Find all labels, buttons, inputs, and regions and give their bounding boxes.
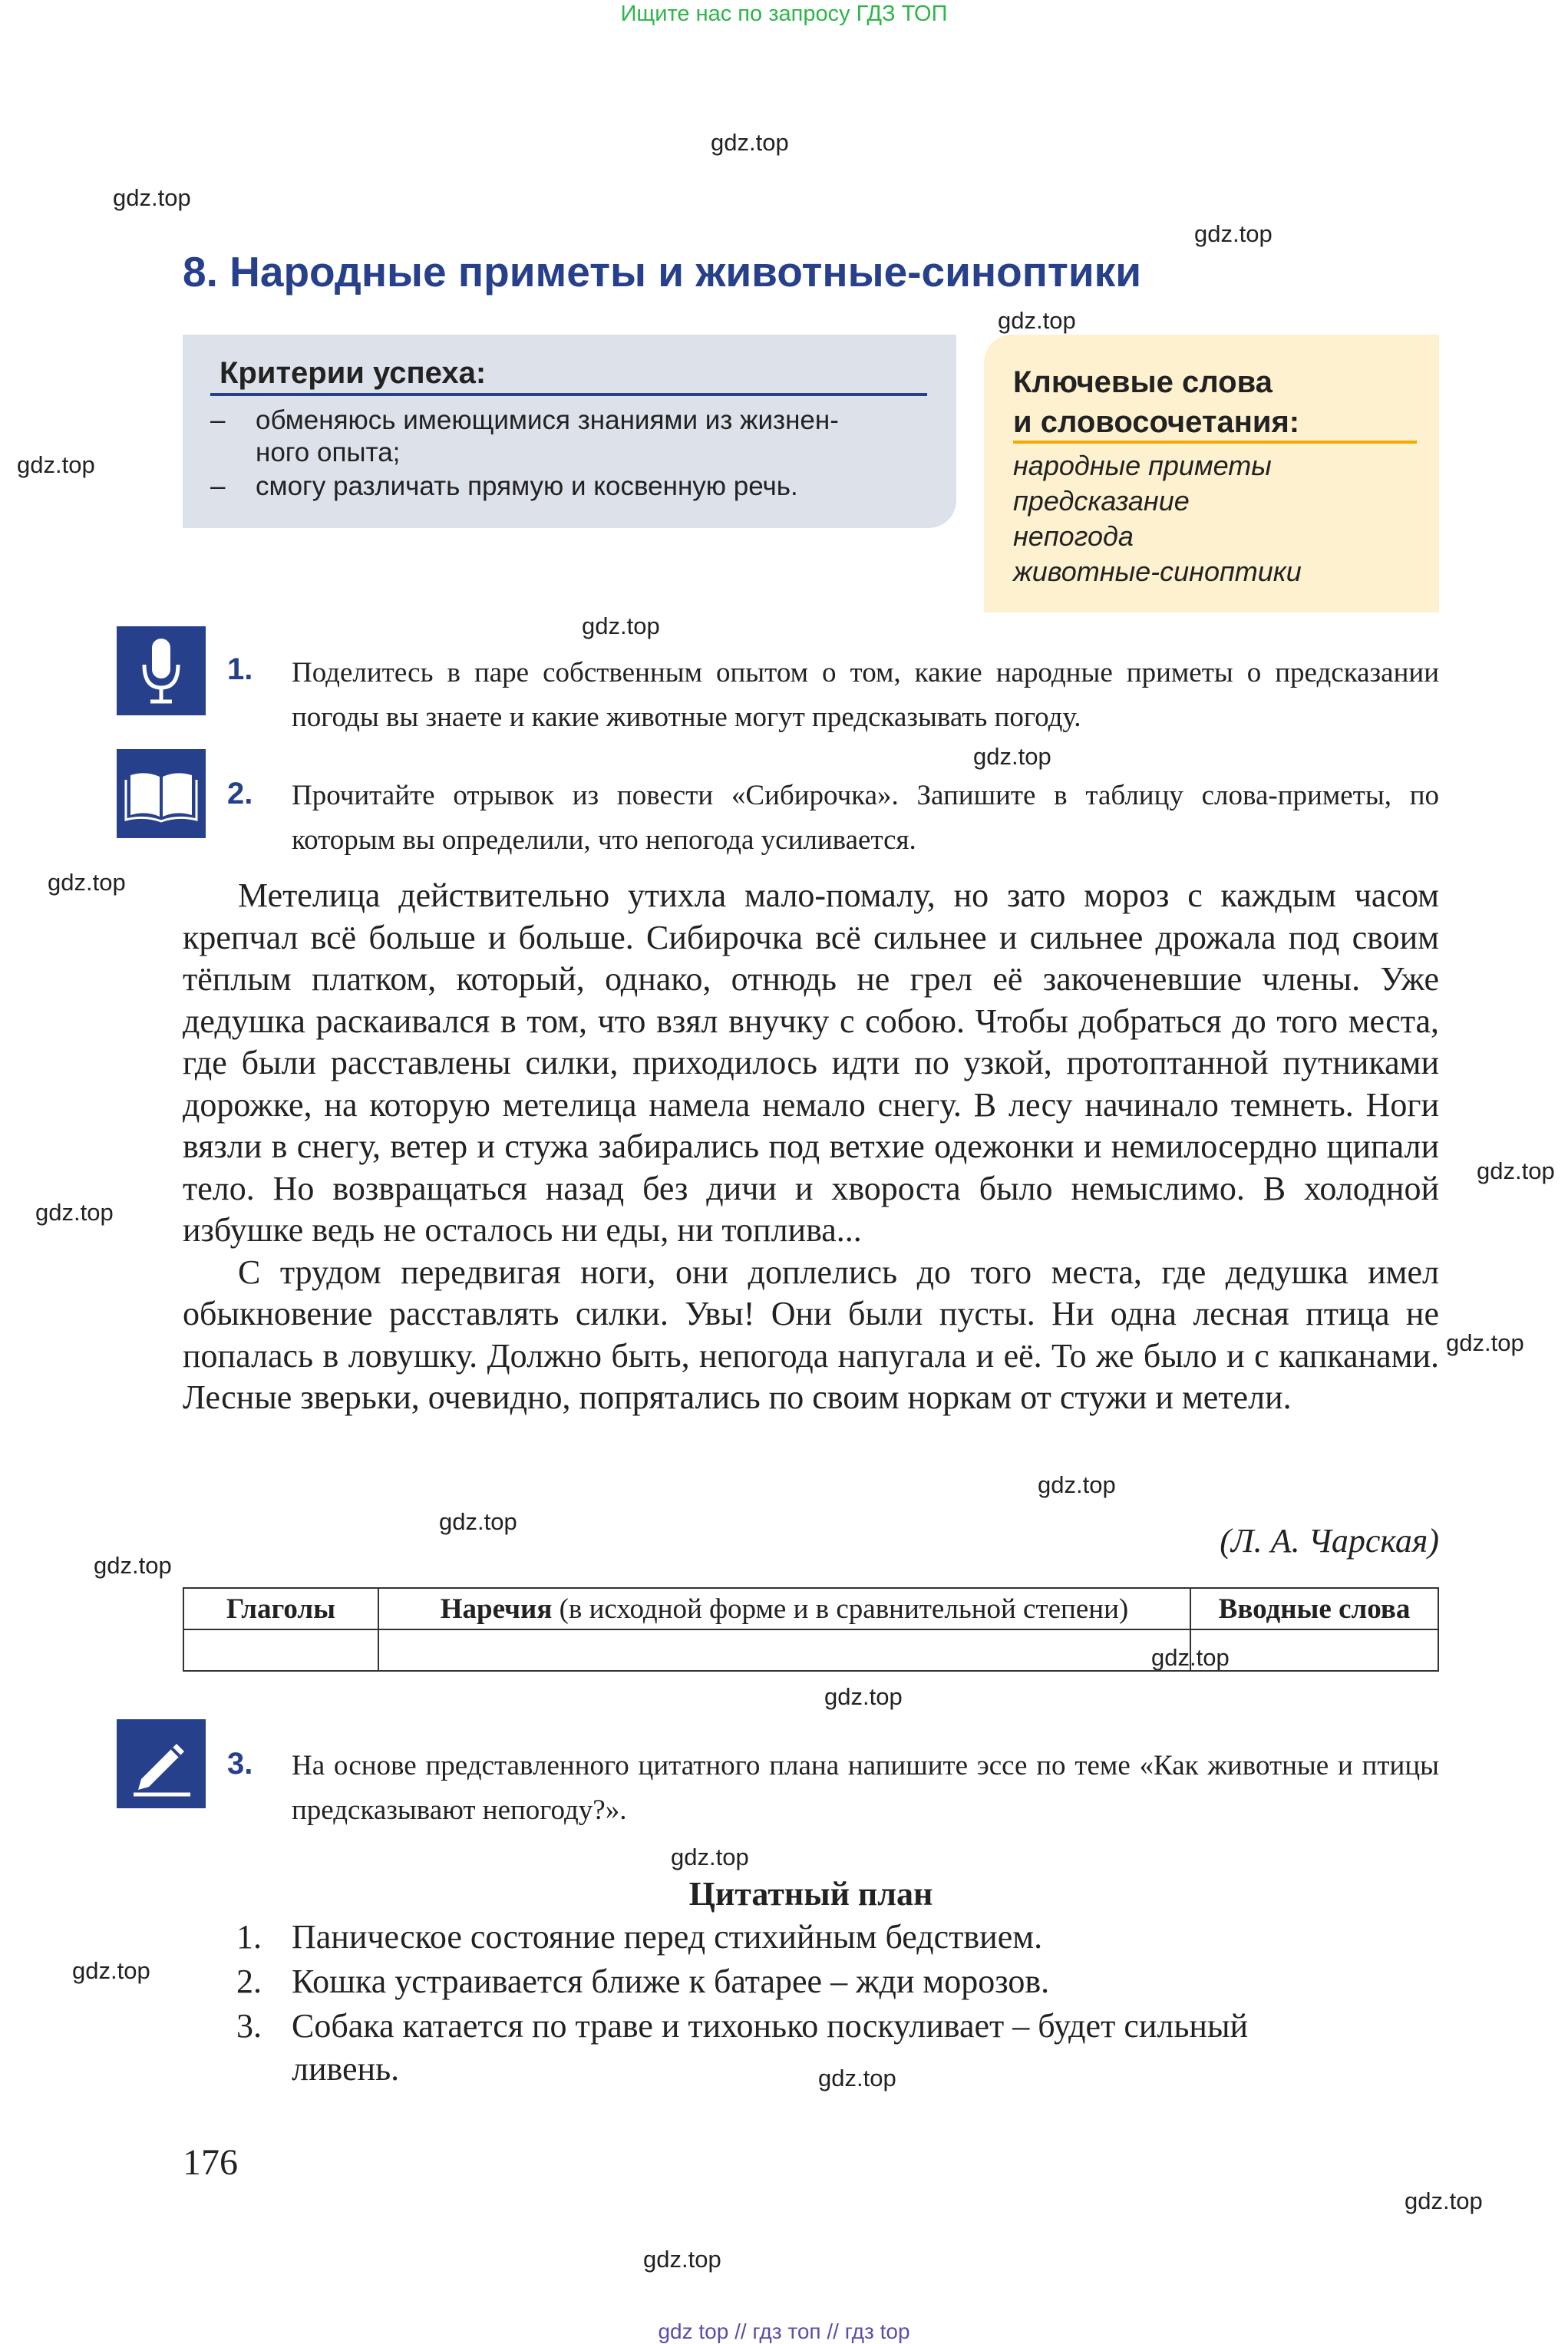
- watermark: gdz.top: [1446, 1329, 1524, 1356]
- bottom-banner[interactable]: gdz top // гдз топ // гдз top: [658, 2319, 910, 2343]
- table-header-verbs: Глаголы: [183, 1588, 378, 1629]
- watermark: gdz.top: [643, 2246, 721, 2273]
- keyword-item: непогода: [1013, 520, 1134, 552]
- plan-item: [236, 1962, 1049, 2001]
- plan-item-number: 3.: [236, 2007, 262, 2045]
- answer-table: [183, 1587, 1439, 1672]
- top-banner[interactable]: Ищите нас по запросу ГДЗ ТОП: [620, 2, 948, 26]
- keyword-item: народные приметы: [1013, 450, 1272, 481]
- watermark: gdz.top: [824, 1683, 903, 1710]
- plan-item: [236, 2049, 399, 2088]
- task-text: Поделитесь в паре собственным опытом о том, какие народные приметы о предсказании погоды вы знаете и какие животные могут предсказывать погоду.: [292, 657, 1439, 733]
- table-header-adverbs-bold: Наречия: [440, 1593, 553, 1625]
- watermark: gdz.top: [818, 2065, 896, 2091]
- task-text: Прочитайте отрывок из повести «Сибирочка». Запишите в таблицу слова-приметы, по которым вы определили, что непогода усиливается.: [292, 780, 1439, 856]
- criteria-divider: [210, 393, 927, 396]
- task-text: На основе представленного цитатного плана напишите эссе по теме «Как животные и птицы предсказывают непогоду?».: [292, 1750, 1439, 1826]
- watermark: gdz.top: [1038, 1471, 1116, 1498]
- table-header-adverbs: [378, 1588, 1190, 1629]
- watermark: gdz.top: [973, 743, 1051, 770]
- watermark: gdz.top: [671, 1844, 749, 1870]
- watermark: gdz.top: [439, 1508, 517, 1535]
- task-number: 3.: [227, 1747, 253, 1781]
- watermark: gdz.top: [998, 307, 1076, 334]
- keywords-title-line-1: Ключевые слова: [1013, 365, 1273, 399]
- watermark: gdz.top: [1194, 220, 1273, 247]
- plan-item-text: Паническое состояние перед стихийным бедствием.: [292, 1918, 1043, 1956]
- plan-item-text: Собака катается по траве и тихонько поскуливает – будет сильный: [292, 2007, 1249, 2045]
- book-icon: [117, 749, 206, 838]
- success-criteria-box: [183, 335, 956, 528]
- plan-title: Цитатный план: [688, 1875, 933, 1913]
- watermark: gdz.top: [72, 1957, 150, 1984]
- keyword-item: животные-синоптики: [1013, 556, 1302, 587]
- watermark: gdz.top: [711, 129, 789, 156]
- plan-item-number: 1.: [236, 1918, 262, 1956]
- table-cell-introductory-words[interactable]: [1190, 1629, 1438, 1671]
- passage-author: (Л. А. Чарская): [1220, 1522, 1439, 1560]
- plan-item-text: ливень.: [292, 2050, 400, 2088]
- watermark: gdz.top: [17, 451, 95, 478]
- watermark: gdz.top: [582, 612, 660, 639]
- watermark: gdz.top: [48, 869, 126, 896]
- plan-item-number: 2.: [236, 1963, 262, 2000]
- task-number: 1.: [227, 652, 253, 686]
- passage-paragraph-1: Метелица действительно утихла мало-помалу, но зато мороз с каждым часом крепчал всё больше и больше. Сибирочка всё сильнее и сильнее дрожала под своим тёплым платком, который, однако, отнюдь не грел её закоченевшие члены. Уже дедушка раскаивался в том, что взял внучку с собою. Чтобы добраться до того места, где были расставлены силки, приходилось идти по узкой, протоптанной путниками дорожке, на которую метелица намела немало снегу. В лесу начинало темнеть. Ноги вязли в снегу, ветер и стужа забирались под ветхие одежонки и немилосердно щипали тело. Но возвращаться назад без дичи и хвороста было немыслимо. В холодной избушке ведь не осталось ни еды, ни топлива...: [183, 877, 1439, 1249]
- table-header-adverbs-note: (в исходной форме и в сравнительной степени): [552, 1593, 1129, 1625]
- watermark: gdz.top: [35, 1199, 114, 1226]
- criteria-dash: –: [210, 405, 226, 435]
- table-header-introductory-words: Вводные слова: [1190, 1588, 1438, 1629]
- table-cell-verbs[interactable]: [183, 1629, 378, 1671]
- plan-item: [236, 1917, 1042, 1956]
- table-cell-adverbs[interactable]: [378, 1629, 1190, 1671]
- watermark: gdz.top: [1477, 1157, 1555, 1184]
- criteria-title: Критерии успеха:: [220, 356, 487, 390]
- keywords-divider: [1013, 441, 1417, 444]
- criteria-item-2: смогу различать прямую и косвенную речь.: [256, 471, 798, 501]
- passage-paragraph-2: С трудом передвигая ноги, они доплелись до того места, где дедушка имел обыкновение расставлять силки. Увы! Они были пусты. Ни одна лесная птица не попалась в ловушку. Должно быть, непогода напугала и её. То же было и с капканами. Лесные зверьки, очевидно, попрятались по своим норкам от стужи и метели.: [183, 1253, 1439, 1416]
- watermark: gdz.top: [94, 1552, 172, 1579]
- criteria-dash: –: [210, 471, 226, 501]
- keyword-item: предсказание: [1013, 485, 1190, 517]
- task-number: 2.: [227, 777, 253, 810]
- plan-item: [236, 2006, 1248, 2045]
- watermark: gdz.top: [113, 184, 191, 211]
- pencil-icon: [117, 1719, 206, 1808]
- page-number: 176: [183, 2142, 238, 2183]
- plan-item-text: Кошка устраивается ближе к батарее – жди морозов.: [292, 1963, 1050, 2000]
- microphone-icon: [117, 626, 206, 715]
- page-title: 8. Народные приметы и животные-синоптики: [183, 248, 1142, 295]
- criteria-item-1-line-1: обменяюсь имеющимися знаниями из жизнен-: [256, 405, 839, 435]
- watermark: gdz.top: [1405, 2187, 1483, 2214]
- watermark: gdz.top: [1151, 1644, 1230, 1671]
- reading-passage: [183, 875, 1439, 1419]
- keywords-box: [984, 335, 1439, 612]
- criteria-item-1-line-2: ного опыта;: [256, 437, 401, 467]
- keywords-title-line-2: и словосочетания:: [1013, 405, 1300, 439]
- keywords-title: [1013, 362, 1299, 442]
